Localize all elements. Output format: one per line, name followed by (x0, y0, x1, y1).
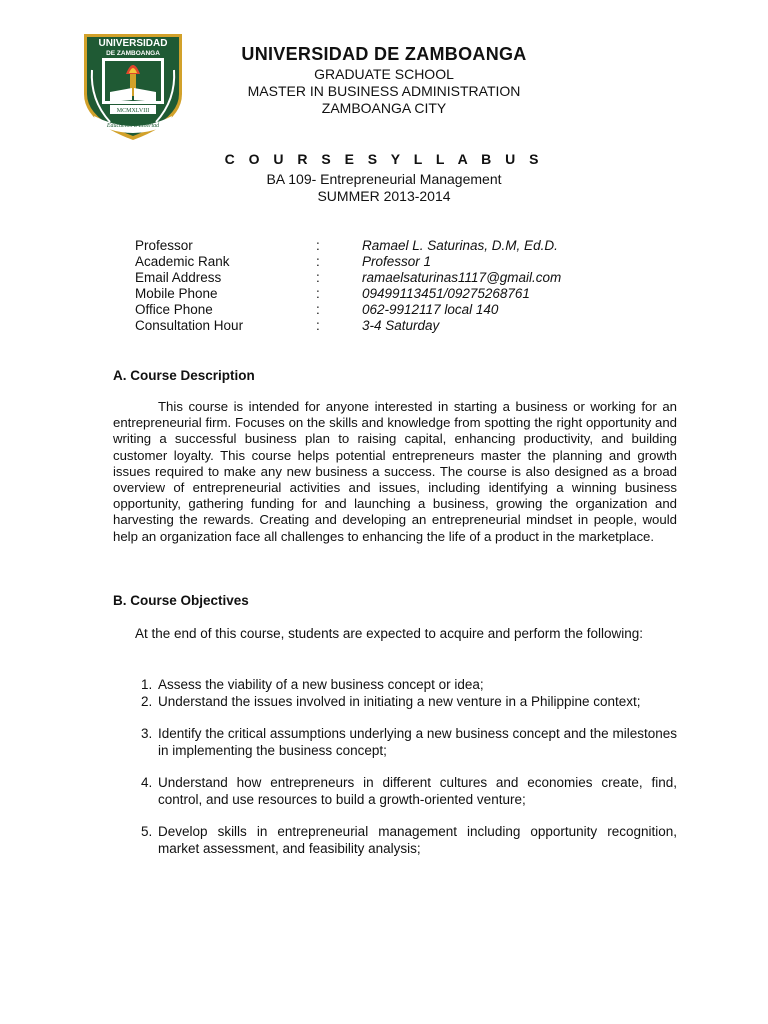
list-item (135, 726, 677, 759)
info-colon: : (316, 302, 320, 317)
list-item (135, 677, 677, 694)
seal-motto: Educacion a Libertad (106, 123, 160, 129)
objectives-intro: At the end of this course, students are expected to acquire and perform the following: (135, 626, 644, 641)
university-seal-logo (80, 30, 186, 142)
list-item-number: 1. (141, 677, 153, 692)
course-name: BA 109- Entrepreneurial Management (266, 171, 502, 187)
list-item-text: Develop skills in entrepreneurial management including opportunity recognition, market assessment, and feasibility analysis; (158, 824, 677, 856)
course-objectives-heading: B. Course Objectives (113, 593, 249, 608)
list-item-number: 3. (141, 726, 153, 741)
university-name: UNIVERSIDAD DE ZAMBOANGA (241, 44, 527, 64)
list-item-text: Identify the critical assumptions underlying a new business concept and the milestones in implementing the business concept; (158, 726, 677, 758)
header-lines (200, 66, 568, 117)
info-row (135, 238, 695, 254)
program-name: MASTER IN BUSINESS ADMINISTRATION (247, 83, 521, 99)
info-colon: : (316, 254, 320, 269)
info-colon: : (316, 318, 320, 333)
list-item-text: Understand the issues involved in initiating a new venture in a Philippine context; (158, 693, 641, 709)
course-description-heading: A. Course Description (113, 368, 255, 383)
info-value: 09499113451/09275268761 (362, 286, 530, 301)
course-description-text: This course is intended for anyone interested in starting a business or working for an entrepreneurial firm. Focuses on the skills and knowledge from spotting the right opportunity and writing a successful business plan to raising capital, enhancing productivity, and building customer loyalty. This course helps potential entrepreneurs master the planning and growth issues required to make any new business a success. The course is also designed as a broad overview of entrepreneurial activities and issues, including identifying a winning business opportunity, gathering funding for and launching a business, growing the organization and harvesting the rewards. Creating and developing an entrepreneurial mindset in people, would help an organization face all challenges to enhancing the life of a product in the marketplace. (113, 399, 677, 544)
info-value: 3-4 Saturday (362, 318, 440, 333)
list-item (135, 824, 677, 857)
info-row (135, 254, 695, 270)
info-row (135, 318, 695, 334)
seal-top-text: UNIVERSIDAD (98, 38, 168, 49)
info-label: Professor (135, 238, 193, 253)
info-label: Office Phone (135, 302, 213, 317)
info-colon: : (316, 238, 320, 253)
list-item-number: 4. (141, 775, 153, 790)
syllabus-subtitle (200, 171, 568, 205)
info-label: Consultation Hour (135, 318, 244, 333)
info-label: Mobile Phone (135, 286, 218, 301)
list-item-text: Understand how entrepreneurs in different cultures and economies create, find, control, and use resources to build a growth-oriented venture; (158, 775, 677, 807)
info-label: Email Address (135, 270, 222, 285)
list-item (135, 775, 677, 808)
info-label: Academic Rank (135, 254, 230, 269)
list-item (135, 694, 677, 711)
list-item-number: 2. (141, 693, 153, 709)
list-item-text: Assess the viability of a new business concept or idea; (158, 677, 484, 692)
city-name: ZAMBOANGA CITY (321, 100, 447, 116)
list-item-number: 5. (141, 824, 153, 839)
syllabus-title: C O U R S E S Y L L A B U S (224, 151, 544, 167)
seal-sub-text: DE ZAMBOANGA (106, 50, 160, 57)
info-row (135, 286, 695, 302)
info-row (135, 270, 695, 286)
info-value: 062-9912117 local 140 (362, 302, 499, 317)
course-term: SUMMER 2013-2014 (317, 188, 451, 204)
info-value: Professor 1 (362, 254, 432, 269)
school-name: GRADUATE SCHOOL (314, 66, 454, 82)
info-value: Ramael L. Saturinas, D.M, Ed.D. (362, 238, 558, 253)
professor-info-table (135, 238, 695, 334)
info-colon: : (316, 286, 320, 301)
seal-year: MCMXLVIII (116, 108, 150, 114)
info-row (135, 302, 695, 318)
info-colon: : (316, 270, 320, 285)
info-value: ramaelsaturinas1117@gmail.com (362, 270, 562, 285)
objectives-list (135, 677, 677, 857)
